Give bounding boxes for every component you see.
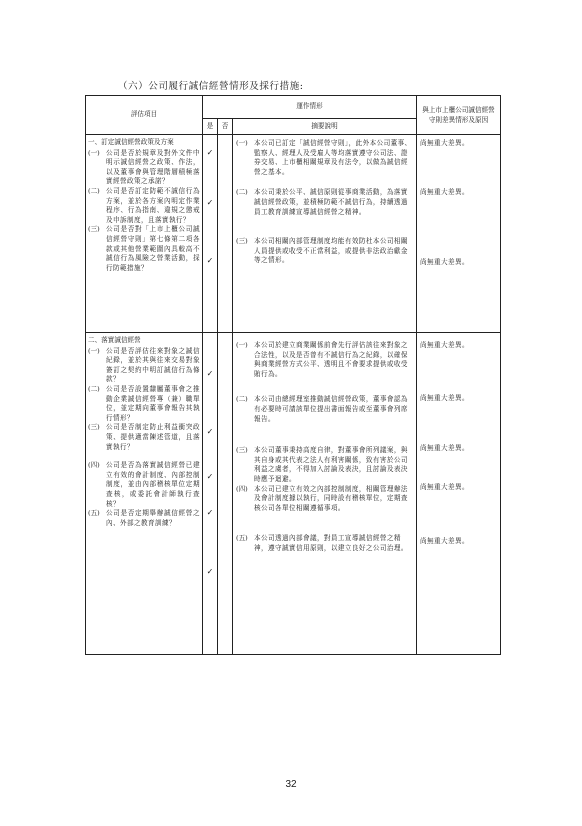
summary-text: 本公司已建立有效之內部控制制度，相關管理辦法及會計制度據以執行，同時設有稽核單位，定期查核公司各單位相關遵循事項。 <box>254 484 408 512</box>
section-1-difference <box>417 135 501 333</box>
summary-text: 本公司相關內部管理制度均能有效防杜本公司相關人員提供或收受不正當利益，或提供非法政治獻金等之情形。 <box>254 237 408 265</box>
check-mark: ✓ <box>206 256 214 266</box>
section-row-2 <box>86 333 501 655</box>
header-summary: 摘要說明 <box>233 119 417 135</box>
header-no: 否 <box>218 119 233 135</box>
item-question: 公司是否對「上市上櫃公司誠信經營守則」第七條第二項各款或其他營業範圍內具較高不誠信行為風險之營業活動，採行防範措施？ <box>106 225 200 272</box>
check-mark: ✓ <box>206 472 214 482</box>
check-mark: ✓ <box>206 197 214 207</box>
section-1-no <box>218 135 233 333</box>
item-number: (二) <box>88 384 100 393</box>
section-2-item-4 <box>88 461 200 509</box>
item-number: (二) <box>88 186 100 195</box>
section-2-summary <box>233 333 417 655</box>
summary-text: 本公司已訂定「誠信經營守則」，此外本公司董事、監察人、經理人及受雇人等均落實遵守公司法、證券交易、上市櫃相關規章及有法令，以做為誠信經營之基本。 <box>254 139 412 176</box>
section-2-item-2 <box>88 385 200 423</box>
section-1-item-3 <box>88 225 200 273</box>
section-2-difference <box>417 333 501 655</box>
check-mark: ✓ <box>206 369 214 378</box>
summary-2-3 <box>236 446 413 484</box>
item-question: 公司是否定期舉辦誠信經營之內、外部之教育訓練？ <box>106 509 200 527</box>
summary-1-1 <box>236 139 413 177</box>
item-number: (三) <box>88 225 100 234</box>
difference-1-3: 尚無重大差異。 <box>420 258 469 267</box>
summary-2-4 <box>236 485 413 514</box>
summary-2-2 <box>236 395 413 424</box>
section-1-item-1 <box>88 149 200 187</box>
header-yes: 是 <box>203 119 218 135</box>
item-number: (四) <box>88 461 100 470</box>
difference-2-4: 尚無重大差異。 <box>420 482 469 491</box>
header-operation-status: 運作情形 <box>203 96 417 119</box>
section-2-item-3 <box>88 423 200 452</box>
page-number: 32 <box>285 779 297 790</box>
summary-1-2 <box>236 188 413 217</box>
item-question: 公司是否訂定防範不誠信行為方案，並於各方案內明定作業程序、行為指南、違規之懲戒及申訴制度，且落實執行？ <box>106 186 200 224</box>
check-mark: ✓ <box>206 148 214 157</box>
difference-2-3: 尚無重大差異。 <box>420 444 469 453</box>
section-1-title: 一、訂定誠信經營政策及方案 <box>88 138 174 146</box>
summary-2-5 <box>236 534 413 553</box>
summary-number: (二) <box>236 188 248 197</box>
item-question: 公司是否制定防止利益衝突政策、提供適當陳述管道，且落實執行？ <box>106 423 200 451</box>
header-row-1 <box>86 96 501 119</box>
summary-number: (二) <box>236 395 248 404</box>
summary-number: (五) <box>236 534 248 543</box>
item-question: 公司是否為落實誠信經營已建立有效的會計制度、內部控制制度，並由內部稽核單位定期查核，或委託會計師執行查核？ <box>106 461 200 508</box>
difference-1-2: 尚無重大差異。 <box>420 187 469 196</box>
summary-text: 本公司於建立商業關係前會先行評估該往來對象之合法性，以及是否曾有不誠信行為之紀錄，以確保與商業經營方式公平、透明且不會要求提供或收受賄行為。 <box>254 341 408 378</box>
item-question: 公司是否評估往來對象之誠信紀錄，並於其與往來交易對象簽訂之契約中明訂誠信行為條款？ <box>106 346 200 384</box>
summary-number: (四) <box>236 484 248 493</box>
item-number: (三) <box>88 423 100 432</box>
item-number: (五) <box>88 509 100 518</box>
section-2-yes <box>203 333 218 655</box>
summary-text: 本公司由總經理室推動誠信經營政策，董事會認為有必要時可請該單位提出書面報告或至董事會列席報告。 <box>254 395 408 423</box>
section-2-title: 二、落實誠信經營 <box>88 336 141 344</box>
item-number: (一) <box>88 346 100 355</box>
check-mark: ✓ <box>206 567 214 577</box>
header-difference: 與上市上櫃公司誠信經營守則差異情形及原因 <box>417 96 501 135</box>
summary-number: (三) <box>236 237 248 246</box>
section-2-no <box>218 333 233 655</box>
section-row-1 <box>86 135 501 333</box>
section-1-items <box>86 135 203 333</box>
integrity-operation-table <box>85 95 501 655</box>
check-mark: ✓ <box>206 507 214 517</box>
section-1-item-2 <box>88 187 200 225</box>
summary-number: (一) <box>236 341 248 349</box>
item-question: 公司是否設置隸屬董事會之推動企業誠信經營專（兼）職單位，並定期向董事會報告其執行情形？ <box>106 384 200 422</box>
section-heading: （六）公司履行誠信經營情形及採行措施: <box>118 81 304 92</box>
summary-text: 本公司董事秉持高度自律，對董事會所列議案，與其自身或其代表之法人有利害關係，致有害於公司利益之虞者，不得加入討論及表決，且討論及表決時應予迴避。 <box>254 446 408 483</box>
summary-text: 本公司秉於公平、誠信原則從事商業活動，為落實誠信經營政策，並積極防範不誠信行為，持續透過員工教育訓練宣導誠信經營之精神。 <box>254 188 408 216</box>
section-1-summary <box>233 135 417 333</box>
summary-text: 本公司透過內部會議，對員工宣導誠信經營之精神，遵守誠實信用原則，以建立良好之公司治理。 <box>254 534 408 552</box>
item-question: 公司是否於規章及對外文件中明示誠信經營之政策、作法，以及董事會與管理階層積極落實經營政策之承諾？ <box>106 148 200 186</box>
section-2-item-5 <box>88 509 200 528</box>
header-evaluation-item: 評估項目 <box>86 96 203 135</box>
item-number: (一) <box>88 148 100 157</box>
difference-2-5: 尚無重大差異。 <box>420 537 469 546</box>
section-1-yes <box>203 135 218 333</box>
summary-2-1 <box>236 341 413 379</box>
section-2-items <box>86 333 203 655</box>
summary-number: (三) <box>236 446 248 455</box>
difference-2-1: 尚無重大差異。 <box>420 341 469 349</box>
difference-1-1: 尚無重大差異。 <box>420 139 469 147</box>
section-2-item-1 <box>88 347 200 385</box>
check-mark: ✓ <box>206 426 214 436</box>
difference-2-2: 尚無重大差異。 <box>420 393 469 402</box>
summary-number: (一) <box>236 139 248 147</box>
summary-1-3 <box>236 237 413 266</box>
